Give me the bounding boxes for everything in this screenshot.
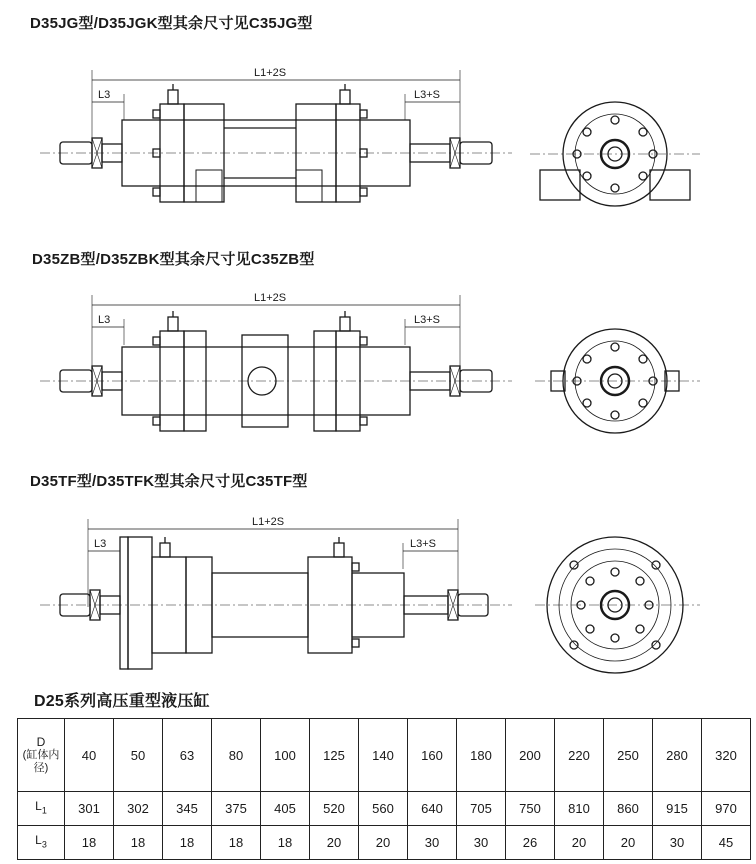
table-cell: 18 <box>212 826 261 860</box>
table-cell: 30 <box>457 826 506 860</box>
table-cell: 345 <box>163 792 212 826</box>
drawing-title-tf: D35TF型/D35TFK型其余尺寸见C35TF型 <box>30 473 308 490</box>
drawing-title-jg: D35JG型/D35JGK型其余尺寸见C35JG型 <box>30 15 313 32</box>
dim-l3-s: L3+S <box>410 538 436 550</box>
table-cell: 220 <box>555 719 604 792</box>
table-cell: 375 <box>212 792 261 826</box>
table-cell: 320 <box>702 719 751 792</box>
table-cell: 750 <box>506 792 555 826</box>
row-label-l3 <box>18 826 65 860</box>
table-row-l3 <box>18 826 751 860</box>
row-label-l1 <box>18 792 65 826</box>
spec-table <box>17 718 751 860</box>
table-cell: 63 <box>163 719 212 792</box>
table-cell: 640 <box>408 792 457 826</box>
table-cell: 18 <box>163 826 212 860</box>
row-label-l3-sub: 3 <box>41 839 47 850</box>
table-cell: 20 <box>555 826 604 860</box>
table-cell: 302 <box>114 792 163 826</box>
table-cell: 100 <box>261 719 310 792</box>
dim-l3: L3 <box>98 314 111 326</box>
table-cell: 970 <box>702 792 751 826</box>
table-cell: 250 <box>604 719 653 792</box>
table-cell: 50 <box>114 719 163 792</box>
table-cell: 18 <box>114 826 163 860</box>
table-cell: 915 <box>653 792 702 826</box>
row-label-l1-sub: 1 <box>41 805 47 816</box>
table-cell: 26 <box>506 826 555 860</box>
table-cell: 405 <box>261 792 310 826</box>
table-cell: 140 <box>359 719 408 792</box>
table-cell: 180 <box>457 719 506 792</box>
cylinder-drawing-zb <box>0 285 756 455</box>
table-cell: 160 <box>408 719 457 792</box>
table-row-d <box>18 719 751 792</box>
table-cell: 20 <box>604 826 653 860</box>
table-title: D25系列高压重型液压缸 <box>34 693 210 710</box>
table-row-l1 <box>18 792 751 826</box>
dim-l3: L3 <box>98 89 111 101</box>
table-cell: 301 <box>65 792 114 826</box>
dim-l1-2s: L1+2S <box>252 516 285 528</box>
table-cell: 520 <box>310 792 359 826</box>
table-cell: 20 <box>359 826 408 860</box>
table-cell: 18 <box>65 826 114 860</box>
row-label-d-main: D <box>36 734 46 749</box>
table-cell: 80 <box>212 719 261 792</box>
cylinder-drawing-tf <box>0 507 756 687</box>
table-cell: 280 <box>653 719 702 792</box>
dim-l1-2s: L1+2S <box>254 67 287 79</box>
table-cell: 18 <box>261 826 310 860</box>
table-cell: 860 <box>604 792 653 826</box>
table-cell: 30 <box>653 826 702 860</box>
table-cell: 810 <box>555 792 604 826</box>
table-cell: 125 <box>310 719 359 792</box>
table-cell: 705 <box>457 792 506 826</box>
table-cell: 20 <box>310 826 359 860</box>
dim-l3-s: L3+S <box>414 89 440 101</box>
table-cell: 200 <box>506 719 555 792</box>
table-cell: 40 <box>65 719 114 792</box>
row-label-l3-main: L <box>35 832 42 847</box>
dim-l1-2s: L1+2S <box>254 292 287 304</box>
drawing-title-zb: D35ZB型/D35ZBK型其余尺寸见C35ZB型 <box>32 251 315 268</box>
table-cell: 30 <box>408 826 457 860</box>
table-cell: 45 <box>702 826 751 860</box>
dim-l3-s: L3+S <box>414 314 440 326</box>
row-label-d <box>18 719 65 792</box>
row-label-l1-main: L <box>35 799 42 814</box>
table-cell: 560 <box>359 792 408 826</box>
cylinder-drawing-jg <box>0 60 756 230</box>
row-label-d-sub: (缸体内径) <box>22 748 60 774</box>
dim-l3: L3 <box>94 538 107 550</box>
